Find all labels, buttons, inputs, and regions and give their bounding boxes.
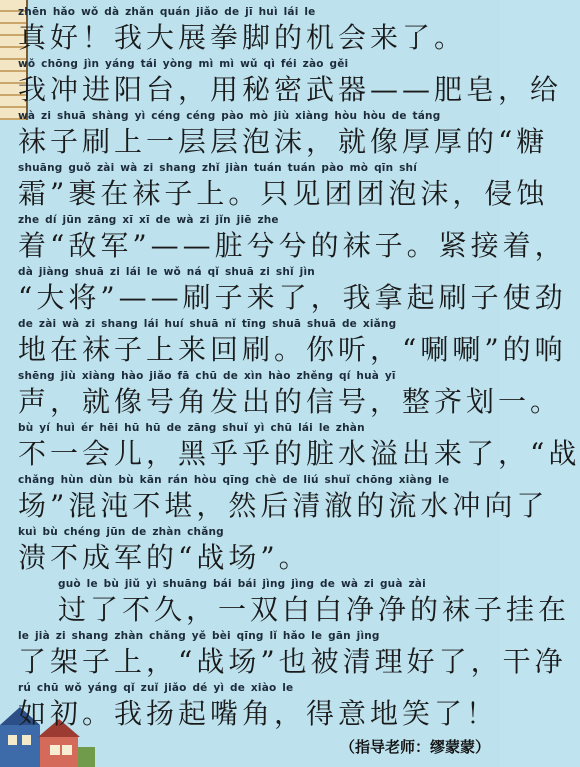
- text-line: [18, 162, 549, 214]
- hanzi-line: 如初。我扬起嘴角，得意地笑了！: [18, 697, 499, 730]
- pinyin-line: dà jiàng shuā zi lái le wǒ ná qǐ shuā zi shǐ jìn: [18, 266, 315, 278]
- pinyin-line: rú chū wǒ yáng qǐ zuǐ jiǎo dé yì de xiào le: [18, 682, 294, 694]
- hanzi-line: 真好！我大展拳脚的机会来了。: [18, 21, 467, 54]
- pinyin-line: kuì bù chéng jūn de zhàn chǎng: [18, 526, 224, 538]
- hanzi-line: 袜子刷上一层层泡沫，就像厚厚的“糖: [18, 125, 549, 158]
- text-line: [18, 6, 493, 58]
- hanzi-line: 场”混沌不堪，然后清澈的流水冲向了: [18, 489, 549, 522]
- text-line: [18, 578, 571, 630]
- text-line: [18, 474, 549, 526]
- hanzi-line: 溃不成军的“战场”。: [18, 541, 311, 574]
- hanzi-line: 我冲进阳台，用秘密武器——肥皂，给: [18, 73, 563, 106]
- hanzi-line: 着“敌军”——脏兮兮的袜子。紧接着，: [18, 229, 567, 262]
- text-line: [18, 318, 567, 370]
- pinyin-line: wǒ chōng jìn yáng tái yòng mì mì wǔ qì féi zào gěi: [18, 58, 349, 70]
- text-line: [18, 682, 499, 734]
- text-line: [18, 526, 493, 578]
- pinyin-line: zhe dí jūn zāng xī xī de wà zi jǐn jiē zhe: [18, 214, 279, 226]
- pinyin-line: bù yí huì ér hēi hū hū de zāng shuǐ yì chū lái le zhàn: [18, 422, 365, 434]
- pinyin-line: le jià zi shang zhàn chǎng yě bèi qīng lǐ hǎo le gān jìng: [18, 630, 380, 642]
- pinyin-line: shēng jiù xiàng hào jiǎo fā chū de xìn hào zhěng qí huà yī: [18, 370, 396, 382]
- text-line: [18, 266, 567, 318]
- pinyin-line: wà zi shuā shàng yì céng céng pào mò jiù xiàng hòu hòu de táng: [18, 110, 441, 122]
- pinyin-line: chǎng hùn dùn bù kān rán hòu qīng chè de liú shuǐ chōng xiàng le: [18, 474, 450, 486]
- pinyin-line: guò le bù jiǔ yì shuāng bái bái jìng jìng de wà zi guà zài: [58, 578, 426, 590]
- text-line: [18, 370, 563, 422]
- text-line: [18, 110, 549, 162]
- essay-body: [18, 6, 580, 734]
- pinyin-line: zhēn hǎo wǒ dà zhǎn quán jiǎo de jī huì lái le: [18, 6, 316, 18]
- text-line: [18, 630, 567, 682]
- hanzi-line: 不一会儿，黑乎乎的脏水溢出来了，“战: [18, 437, 580, 470]
- hanzi-line: 过了不久，一双白白净净的袜子挂在: [58, 593, 571, 626]
- text-line: [18, 58, 563, 110]
- pinyin-line: de zài wà zi shang lái huí shuā nǐ tīng shuā shuā de xiǎng: [18, 318, 397, 330]
- pinyin-line: shuāng guǒ zài wà zi shang zhǐ jiàn tuán tuán pào mò qīn shí: [18, 162, 418, 174]
- hanzi-line: 地在袜子上来回刷。你听，“唰唰”的响: [18, 333, 567, 366]
- hanzi-line: 霜”裹在袜子上。只见团团泡沫，侵蚀: [18, 177, 549, 210]
- hanzi-line: 了架子上，“战场”也被清理好了，干净: [18, 645, 567, 678]
- hanzi-line: “大将”——刷子来了，我拿起刷子使劲: [18, 281, 567, 314]
- hanzi-line: 声，就像号角发出的信号，整齐划一。: [18, 385, 563, 418]
- teacher-credit: （指导老师：缪蒙蒙）: [339, 738, 490, 756]
- text-line: [18, 422, 580, 474]
- text-line: [18, 214, 567, 266]
